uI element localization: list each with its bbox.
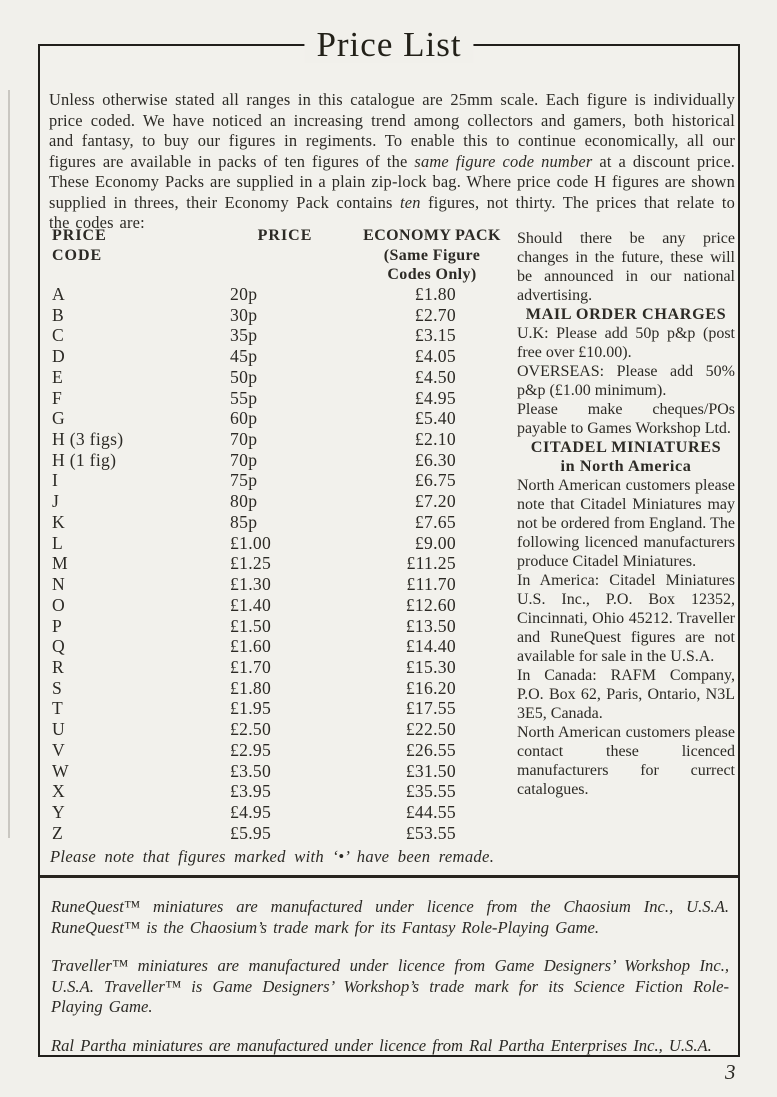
price-code-cell: E [52, 366, 64, 387]
price-table-row [52, 367, 514, 388]
economy-pack-cell: £26.55 [405, 739, 456, 760]
economy-pack-cell: £12.60 [405, 594, 456, 615]
price-cell: £2.95 [230, 739, 272, 760]
remade-note: Please note that figures marked with ‘•’ have been remade. [50, 847, 495, 867]
price-table-row [52, 470, 514, 491]
economy-pack-cell: £7.20 [414, 491, 456, 512]
price-cell: £4.95 [230, 801, 272, 822]
price-table-row [52, 491, 514, 512]
price-code-cell: M [52, 553, 68, 574]
price-cell: 35p [230, 325, 258, 346]
price-code-cell: X [52, 781, 66, 802]
price-code-cell: D [52, 346, 66, 367]
price-code-cell: F [52, 387, 63, 408]
price-cell: 70p [230, 449, 258, 470]
price-table-row [52, 823, 514, 844]
economy-pack-cell: £14.40 [405, 636, 456, 657]
price-code-cell: S [52, 677, 63, 698]
price-code-cell: W [52, 760, 69, 781]
economy-pack-cell: £6.30 [414, 449, 456, 470]
price-table-row [52, 678, 514, 699]
economy-pack-cell: £31.50 [405, 760, 456, 781]
price-cell: 70p [230, 429, 258, 450]
intro-text: at a discount price. These Economy Packs are supplied in a plain zip-lock bag. Where price code H figures are shown supplied in threes, their Economy Pack contains [49, 151, 735, 212]
economy-pack-cell: £44.55 [405, 801, 456, 822]
price-table-row [52, 512, 514, 533]
price-cell: 80p [230, 491, 258, 512]
price-cell: 50p [230, 366, 258, 387]
price-cell: £1.40 [230, 594, 272, 615]
economy-pack-cell: £22.50 [405, 719, 456, 740]
citadel-na-subheading: in North America [560, 457, 692, 475]
economy-pack-cell: £11.70 [406, 574, 456, 595]
price-table-row [52, 553, 514, 574]
economy-pack-cell: £3.15 [414, 325, 456, 346]
header-line: PRICE [52, 227, 107, 244]
price-cell: £1.30 [230, 574, 272, 595]
economy-pack-cell: £2.10 [414, 429, 456, 450]
intro-text: figures, not thirty. The prices that relate to the codes are: [49, 192, 735, 232]
price-table-row [52, 533, 514, 554]
price-code-cell: R [52, 656, 65, 677]
economy-pack-cell: £7.65 [414, 511, 456, 532]
price-table-row [52, 636, 514, 657]
price-table-row [52, 781, 514, 802]
price-code-cell: H (3 figs) [52, 429, 124, 450]
price-code-cell: L [52, 532, 64, 553]
price-table-row [52, 305, 514, 326]
price-table-row [52, 388, 514, 409]
price-code-cell: P [52, 615, 63, 636]
header-line: ECONOMY PACK [363, 227, 501, 244]
runequest-licence-note: RuneQuest™ miniatures are manufactured under licence from the Chaosium Inc., U.S.A. RuneQuest™ is the Chaosium’s trade mark for its Fantasy Role-Playing Game. [51, 897, 729, 937]
divider-rule [40, 875, 738, 878]
price-list-frame [38, 25, 740, 1057]
price-table-row [52, 408, 514, 429]
price-table-header [52, 226, 514, 282]
economy-pack-cell: £11.25 [406, 553, 456, 574]
price-table-row [52, 761, 514, 782]
price-code-cell: T [52, 698, 64, 719]
price-code-cell: V [52, 739, 66, 760]
economy-pack-cell: £15.30 [405, 656, 456, 677]
canada-licensee-info: In Canada: RAFM Company, P.O. Box 62, Paris, Ontario, N3L 3E5, Canada. [517, 667, 735, 722]
price-table-row [52, 284, 514, 305]
price-code-cell: K [52, 511, 66, 532]
price-code-cell: N [52, 574, 66, 595]
price-table-row [52, 698, 514, 719]
price-table-row [52, 595, 514, 616]
price-changes-note: Should there be any price changes in the future, these will be announced in our national advertising. [517, 230, 735, 304]
price-cell: £1.80 [230, 677, 272, 698]
na-contact-note: North American customers please contact these licenced manufacturers for currect catalogues. [517, 724, 735, 798]
price-code-cell: C [52, 325, 65, 346]
price-cell: £1.25 [230, 553, 272, 574]
price-code-cell: Y [52, 801, 66, 822]
economy-pack-cell: £6.75 [414, 470, 456, 491]
price-table-row [52, 325, 514, 346]
price-table-row [52, 740, 514, 761]
economy-pack-cell: £1.80 [414, 284, 456, 304]
price-cell: 75p [230, 470, 258, 491]
economy-pack-header [340, 226, 524, 285]
economy-pack-cell: £4.50 [414, 366, 456, 387]
info-column [517, 229, 735, 799]
economy-pack-cell: £53.55 [405, 822, 456, 843]
price-code-cell: O [52, 594, 66, 615]
scan-artifact-line [8, 90, 10, 838]
price-table-row [52, 429, 514, 450]
mail-order-uk: U.K: Please add 50p p&p (post free over £10.00). [517, 325, 735, 361]
price-cell: £1.95 [230, 698, 272, 719]
header-line: (Same Figure [383, 246, 481, 264]
price-cell: £3.50 [230, 760, 272, 781]
intro-text: Unless otherwise stated all ranges in this catalogue are 25mm scale. Each figure is individually price coded. We have noticed an increasing trend among collectors and gamers, both historical and fantasy, to buy our figures in regiments. To enable this to continue economically, all our figures are available in packs of ten figures of the [49, 90, 735, 171]
price-cell: £2.50 [230, 719, 272, 740]
price-code-cell: U [52, 719, 66, 740]
header-line: Codes Only) [387, 266, 477, 283]
economy-pack-cell: £9.00 [414, 532, 456, 553]
economy-pack-cell: £17.55 [405, 698, 456, 719]
price-table-rows [52, 284, 514, 843]
price-code-cell: B [52, 304, 65, 325]
intro-paragraph [49, 90, 735, 234]
price-table-row [52, 802, 514, 823]
economy-pack-cell: £16.20 [405, 677, 456, 698]
economy-pack-cell: £13.50 [405, 615, 456, 636]
economy-pack-cell: £5.40 [414, 408, 456, 429]
price-code-cell: H (1 fig) [52, 449, 117, 470]
intro-italic-word: ten [400, 192, 421, 212]
mail-order-heading: MAIL ORDER CHARGES [525, 305, 727, 323]
economy-pack-cell: £4.05 [414, 346, 456, 367]
economy-pack-cell: £35.55 [405, 781, 456, 802]
economy-pack-cell: £4.95 [414, 387, 456, 408]
price-cell: £1.50 [230, 615, 272, 636]
price-code-cell: J [52, 491, 60, 512]
price-code-cell: I [52, 470, 59, 491]
price-code-header [52, 226, 230, 285]
header-line: CODE [52, 246, 103, 264]
price-cell: £3.95 [230, 781, 272, 802]
price-table-row [52, 450, 514, 471]
mail-order-cheques: Please make cheques/POs payable to Games Workshop Ltd. [517, 401, 735, 437]
price-cell: 45p [230, 346, 258, 367]
price-code-cell: A [52, 284, 66, 304]
ralpartha-licence-note: Ral Partha miniatures are manufactured under licence from Ral Partha Enterprises Inc., U.S.A. [51, 1035, 712, 1055]
price-cell: 30p [230, 304, 258, 325]
price-code-cell: G [52, 408, 66, 429]
economy-pack-cell: £2.70 [414, 304, 456, 325]
price-table-row [52, 574, 514, 595]
price-cell: £1.70 [230, 656, 272, 677]
price-cell: £1.00 [230, 532, 272, 553]
price-table-row [52, 616, 514, 637]
price-header: PRICE [257, 227, 313, 244]
price-code-cell: Z [52, 822, 64, 843]
price-table-row [52, 719, 514, 740]
price-cell: 60p [230, 408, 258, 429]
citadel-na-heading: CITADEL MINIATURES [530, 438, 722, 456]
price-cell: 85p [230, 511, 258, 532]
usa-licensee-info: In America: Citadel Miniatures U.S. Inc., P.O. Box 12352, Cincinnati, Ohio 45212. Traveller and RuneQuest figures are not available for sale in the U.S.A. [517, 572, 735, 665]
price-code-cell: Q [52, 636, 66, 657]
mail-order-overseas: OVERSEAS: Please add 50% p&p (£1.00 minimum). [517, 363, 735, 399]
price-cell: £5.95 [230, 822, 272, 843]
page-title: Price List [304, 26, 473, 63]
citadel-na-intro: North American customers please note that Citadel Miniatures may not be ordered from England. The following licenced manufacturers produce Citadel Miniatures. [517, 477, 735, 570]
price-cell: 20p [230, 284, 258, 304]
page-number: 3 [725, 1060, 736, 1084]
price-table-row [52, 346, 514, 367]
intro-italic-phrase: same figure code number [414, 151, 593, 171]
price-table [52, 226, 514, 867]
price-cell: 55p [230, 387, 258, 408]
price-table-row [52, 657, 514, 678]
traveller-licence-note: Traveller™ miniatures are manufactured under licence from Game Designers’ Workshop Inc., U.S.A. Traveller™ is Game Designers’ Workshop’s trade mark for its Science Fiction Role-Playing Game. [51, 956, 729, 1016]
price-cell: £1.60 [230, 636, 272, 657]
trademark-notes [51, 897, 729, 1056]
